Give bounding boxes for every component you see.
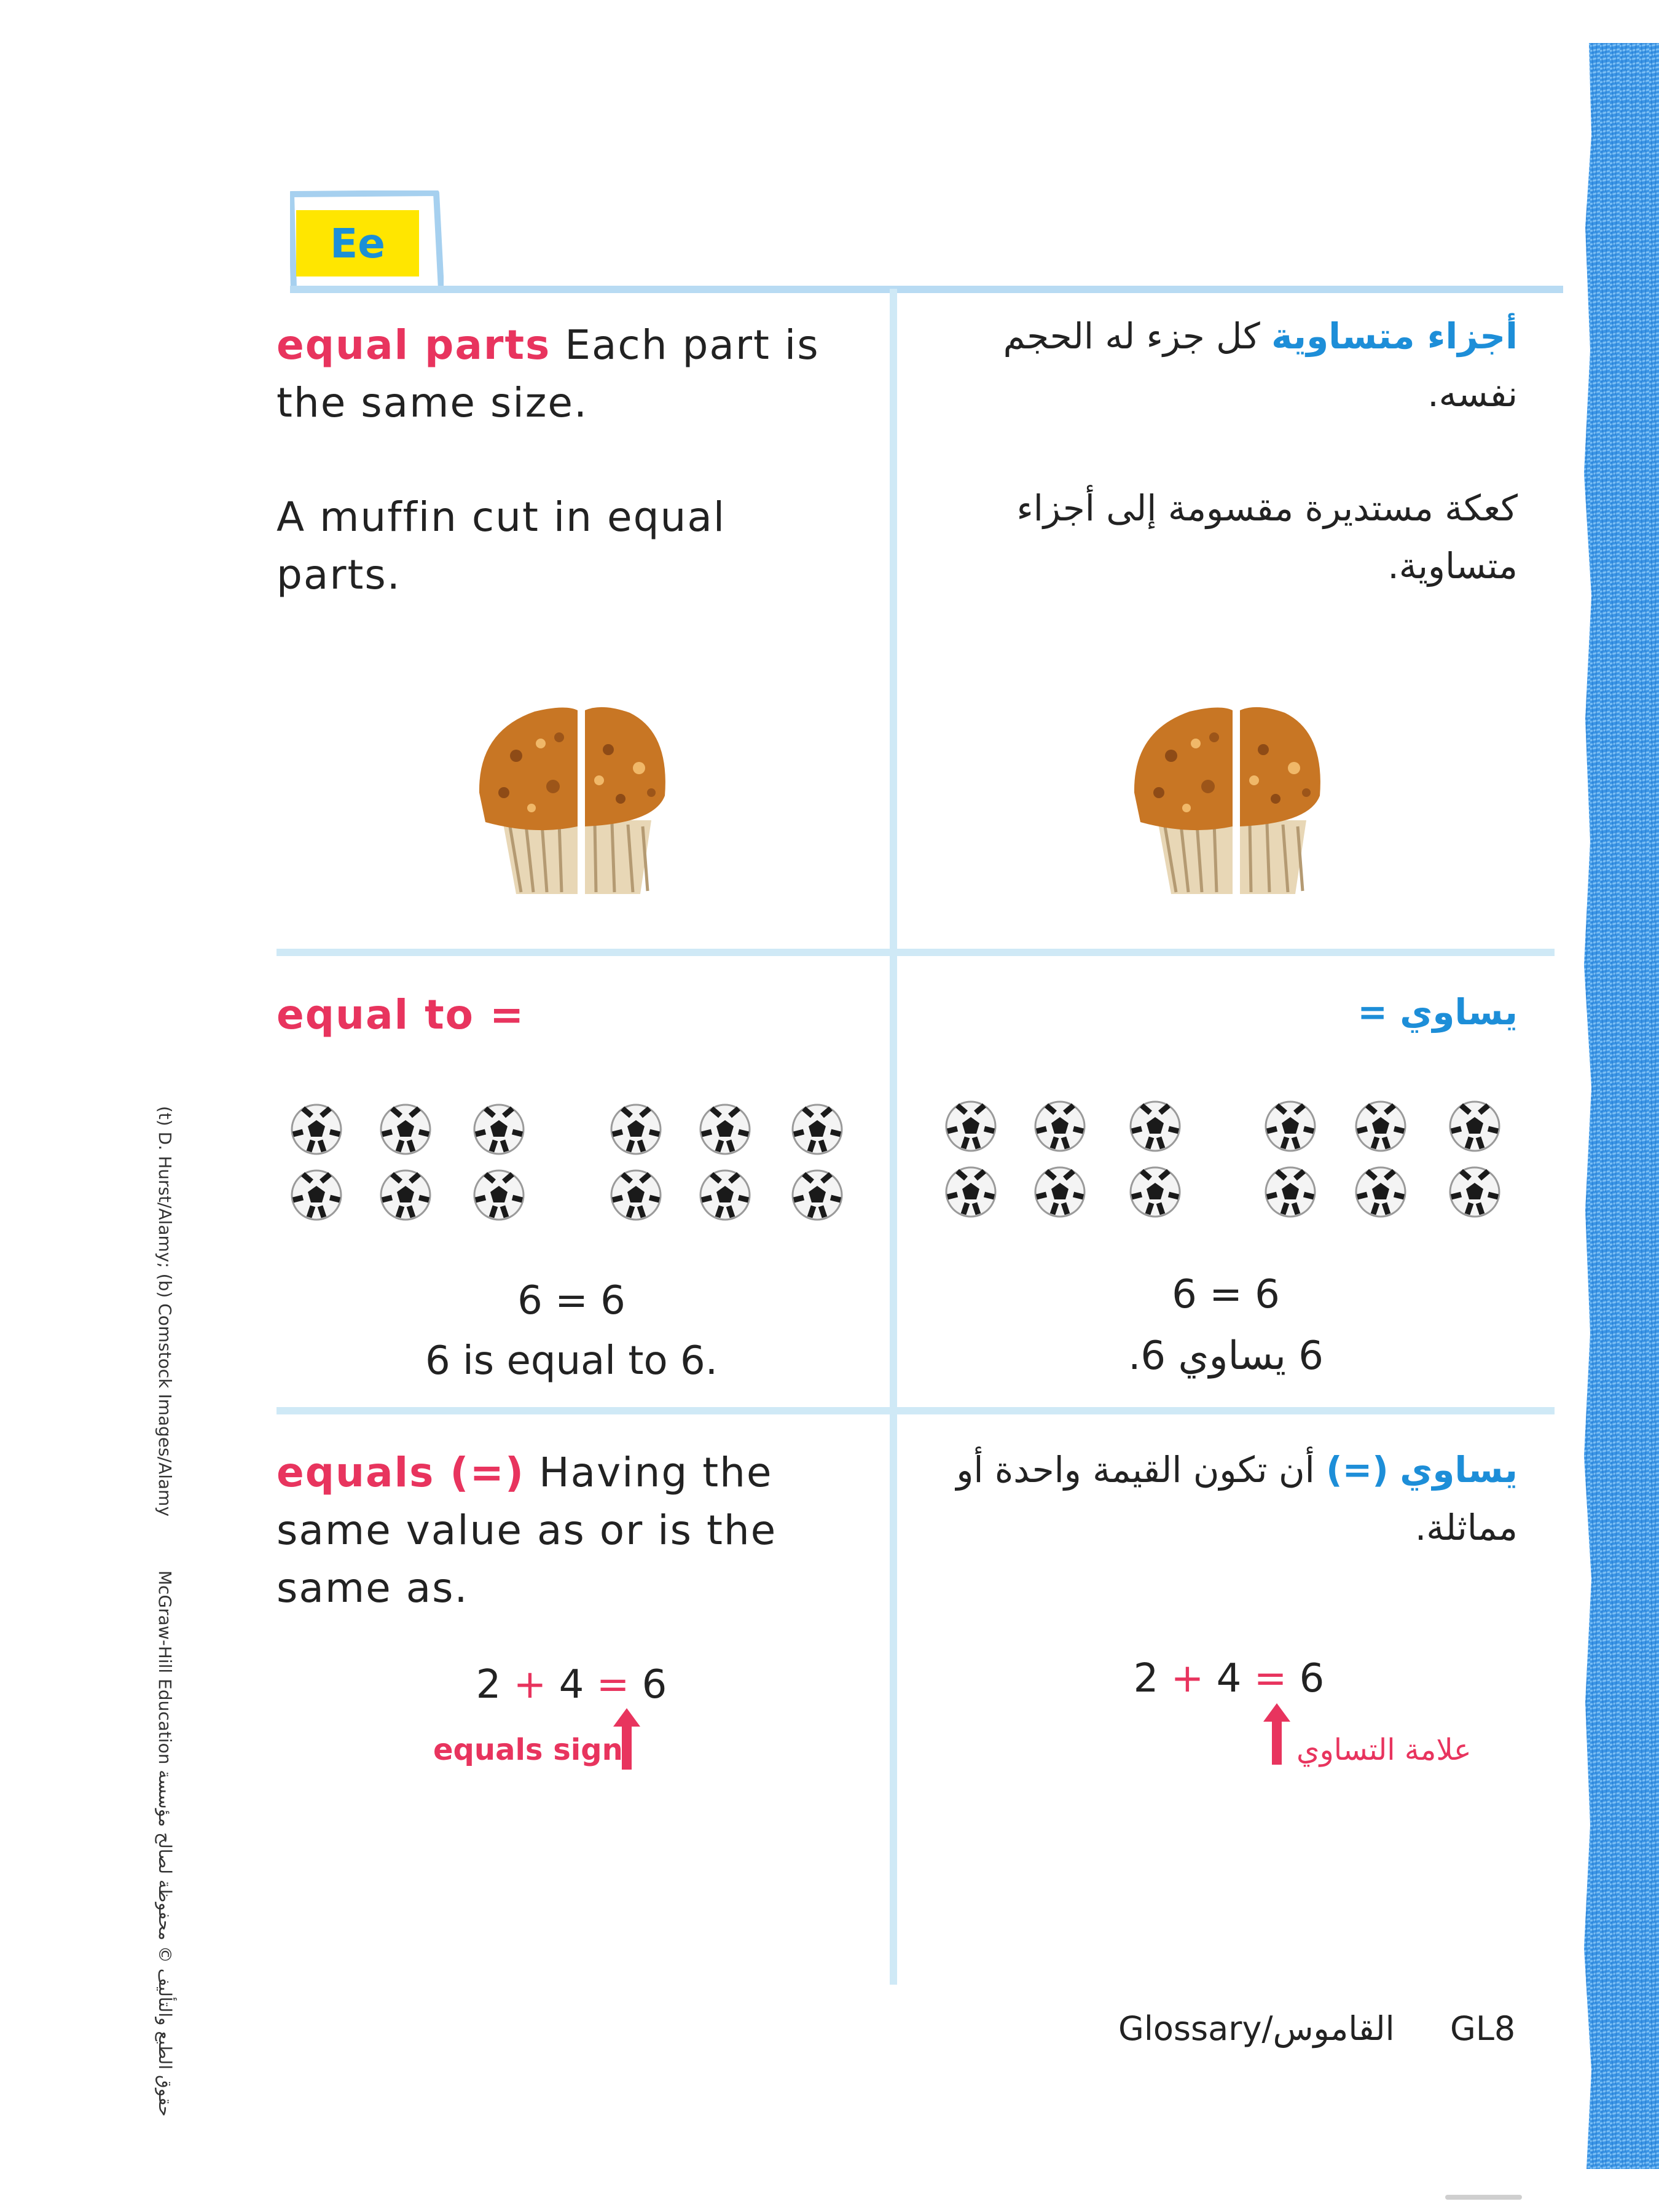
equals-sign-label-ar: علامة التساوي <box>1296 1733 1472 1767</box>
equal-parts-ar-def: كل جزء له الحجم نفسه. <box>1003 315 1518 415</box>
equal-to-equation-ar: 6 = 6 <box>1172 1272 1280 1317</box>
equal-parts-ar-term: أجزاء متساوية <box>1271 315 1518 357</box>
equals-example-equation <box>430 1656 713 1714</box>
equals-example-equation-ar <box>1088 1650 1370 1708</box>
equals-en-term: equals (=) <box>276 1449 525 1496</box>
equals-en-def: Having the same value as or is the same as. <box>276 1449 777 1612</box>
photo-credit <box>138 1106 175 2117</box>
equals-ar-definition <box>922 1441 1518 1556</box>
eq-plus: + <box>513 1662 547 1708</box>
eq-equals-ar: = <box>1253 1656 1287 1701</box>
photo-credit-text: (t) D. Hurst/Alamy; (b) Comstock Images/Alamy <box>155 1106 175 1517</box>
eq-result-ar: 6 <box>1299 1656 1325 1701</box>
footer-glossary: Glossary/القاموس <box>1118 2009 1395 2048</box>
crayon-border <box>1580 43 1659 2169</box>
top-divider <box>290 286 1563 293</box>
equals-ar-term: يساوي <box>1400 1449 1518 1491</box>
scroll-indicator <box>1445 2195 1522 2200</box>
eq-plus-ar: + <box>1171 1656 1204 1701</box>
soccer-balls-6-and-6-ar <box>937 1091 1502 1232</box>
center-divider <box>890 289 897 1985</box>
equal-to-en-term: equal to = <box>276 991 525 1038</box>
equal-to-ar-term: يساوي = <box>1357 991 1518 1033</box>
equals-sign-label-en: equals sign <box>433 1733 623 1767</box>
copyright-text: McGraw-Hill Education حقوق الطبع والتأليف © محفوظة لصالح مؤسسة <box>155 1570 175 2117</box>
eq-a-ar: 2 <box>1133 1656 1159 1701</box>
eq-a: 2 <box>476 1662 501 1708</box>
eq-b: 4 <box>559 1662 584 1708</box>
equal-parts-en-example: A muffin cut in equal parts. <box>276 493 726 598</box>
equal-parts-en-definition <box>276 316 848 432</box>
muffin-halves-image-ar <box>1122 688 1331 897</box>
middle-divider <box>276 949 1555 956</box>
equal-to-equation: 6 = 6 <box>517 1278 626 1324</box>
equal-parts-en-def: Each part is the same size. <box>276 321 820 426</box>
page-number: GL8 <box>1450 2009 1516 2048</box>
equals-en-definition <box>276 1444 842 1617</box>
eq-b-ar: 4 <box>1216 1656 1242 1701</box>
equal-parts-ar-example: كعكة مستديرة مقسومة إلى أجزاء متساوية. <box>1016 487 1518 587</box>
lower-divider <box>276 1407 1555 1414</box>
muffin-halves-image <box>467 688 676 897</box>
equal-parts-en-term: equal parts <box>276 321 551 369</box>
eq-result: 6 <box>641 1662 667 1708</box>
equals-ar-def: أن تكون القيمة واحدة أو مماثلة. <box>956 1449 1518 1548</box>
equal-to-ar-sentence: 6 يساوي 6. <box>1128 1333 1324 1379</box>
eq-equals: = <box>596 1662 630 1708</box>
equals-sign-arrow-ar <box>1258 1703 1295 1765</box>
equal-to-en-sentence: 6 is equal to 6. <box>425 1338 718 1384</box>
soccer-balls-6-and-6 <box>283 1094 848 1235</box>
letter-tab: Ee <box>296 210 419 276</box>
equals-ar-symbol: (=) <box>1326 1449 1389 1491</box>
equal-parts-ar-definition <box>959 307 1518 423</box>
